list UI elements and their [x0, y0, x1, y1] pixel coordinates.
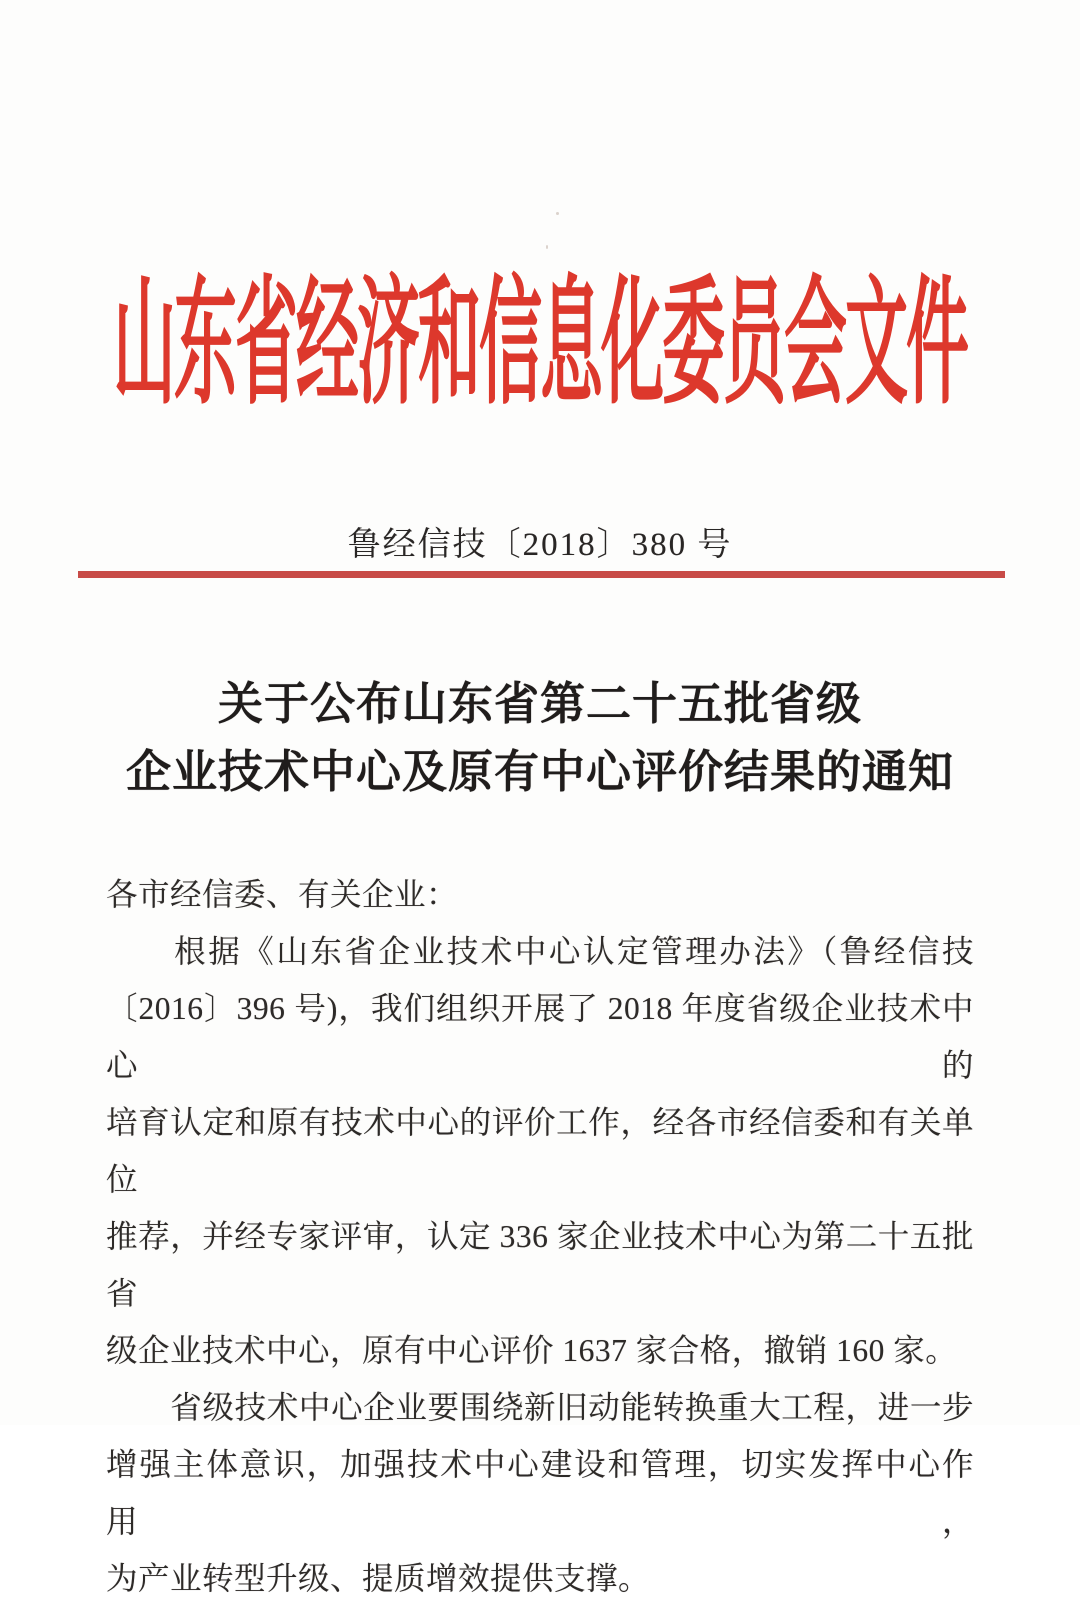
body-line: 推荐，并经专家评审，认定 336 家企业技术中心为第二十五批省 [106, 1219, 974, 1311]
document-title-line2: 企业技术中心及原有中心评价结果的通知 [125, 747, 954, 797]
document-body [106, 866, 974, 1607]
scan-speck [546, 245, 548, 249]
issuing-agency-title: 山东省经济和信息化委员会文件 [113, 266, 967, 421]
document-title [0, 670, 1080, 806]
body-line: 根据《山东省企业技术中心认定管理办法》（鲁经信技 [106, 934, 974, 969]
red-divider-rule [78, 571, 1005, 578]
letterhead-banner [0, 266, 1080, 421]
document-title-line1: 关于公布山东省第二十五批省级 [217, 679, 862, 729]
body-line: 增强主体意识，加强技术中心建设和管理，切实发挥中心作用， [106, 1447, 974, 1539]
scan-speck [556, 212, 559, 215]
document-reference-number: 鲁经信技〔2018〕380 号 [347, 527, 733, 563]
body-line: 级企业技术中心，原有中心评价 1637 家合格，撤销 160 家。 [106, 1333, 958, 1368]
body-line: 省级技术中心企业要围绕新旧动能转换重大工程，进一步 [106, 1390, 974, 1425]
body-line: 培育认定和原有技术中心的评价工作，经各市经信委和有关单位 [106, 1105, 974, 1197]
body-line: 为产业转型升级、提质增效提供支撑。 [106, 1561, 651, 1596]
body-line: 〔2016〕396 号)，我们组织开展了 2018 年度省级企业技术中心的 [106, 991, 974, 1083]
salutation-line: 各市经信委、有关企业： [106, 877, 459, 912]
